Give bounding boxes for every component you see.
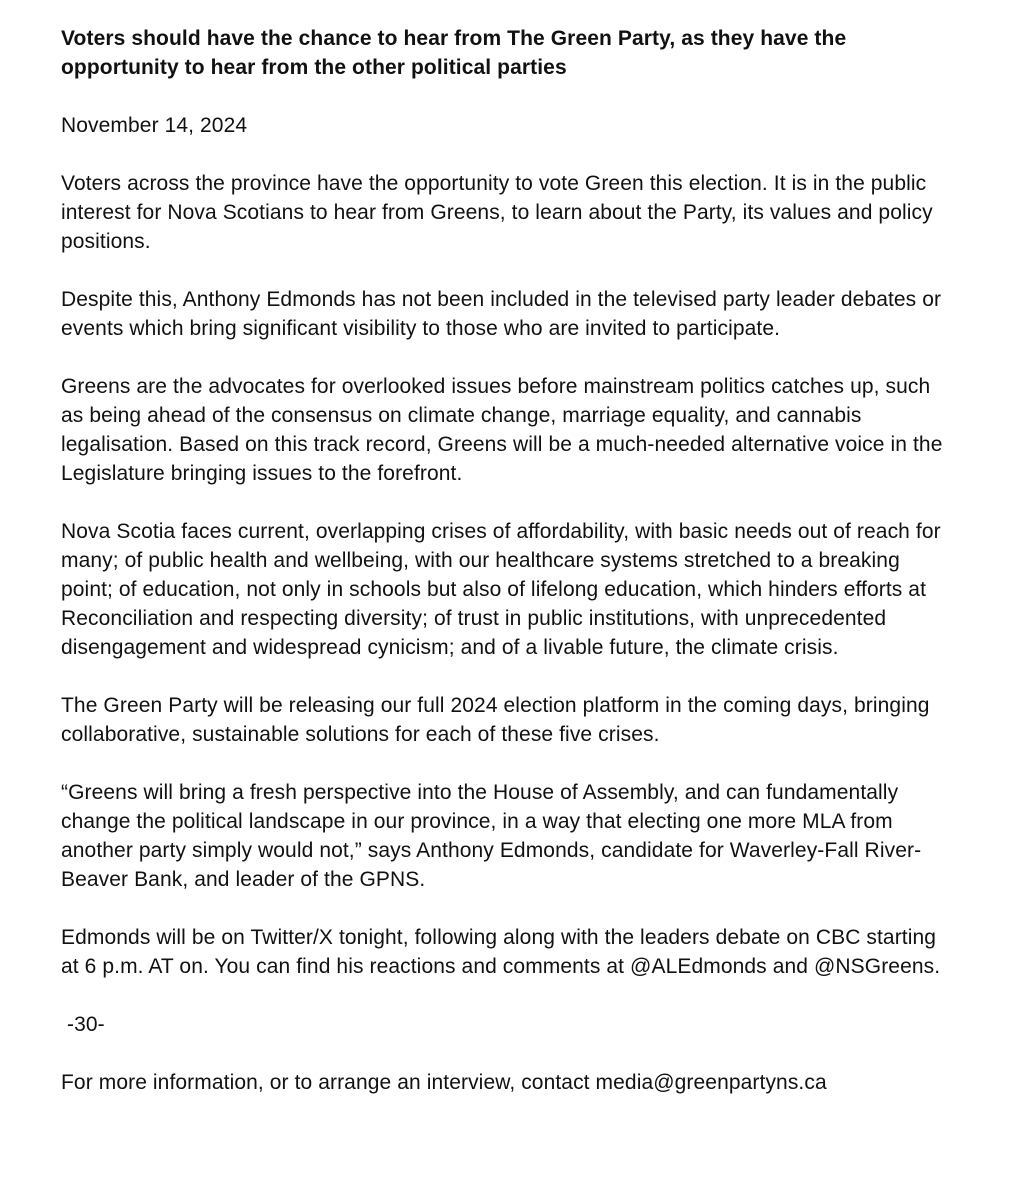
paragraph-debate-exclusion: Despite this, Anthony Edmonds has not been included in the televised party leader debates or events which bring significant visibility to those who are invited to participate. xyxy=(61,288,942,340)
contact-line: For more information, or to arrange an interview, contact media@greenpartyns.ca xyxy=(61,1071,827,1094)
press-release-document xyxy=(61,24,951,1097)
paragraph-voters-opportunity: Voters across the province have the opportunity to vote Green this election. It is in the public interest for Nova Scotians to hear from Greens, to learn about the Party, its values and policy positions. xyxy=(61,172,933,253)
end-marker: -30- xyxy=(67,1013,105,1036)
paragraph-nova-scotia-crises: Nova Scotia faces current, overlapping crises of affordability, with basic needs out of reach for many; of public health and wellbeing, with our healthcare systems stretched to a breaking point; of education, not only in schools but also of lifelong education, which hinders efforts at Reconciliation and respecting diversity; of trust in public institutions, with unprecedented disengagement and widespread cynicism; and of a livable future, the climate crisis. xyxy=(61,520,941,659)
paragraph-election-platform: The Green Party will be releasing our full 2024 election platform in the coming days, bringing collaborative, sustainable solutions for each of these five crises. xyxy=(61,694,930,746)
release-date: November 14, 2024 xyxy=(61,114,248,137)
headline: Voters should have the chance to hear from The Green Party, as they have the opportunity to hear from the other political parties xyxy=(61,27,847,79)
paragraph-twitter-debate: Edmonds will be on Twitter/X tonight, following along with the leaders debate on CBC starting at 6 p.m. AT on. You can find his reactions and comments at @ALEdmonds and @NSGreens. xyxy=(61,926,941,978)
paragraph-greens-advocates: Greens are the advocates for overlooked issues before mainstream politics catches up, such as being ahead of the consensus on climate change, marriage equality, and cannabis legalisation. Based on this track record, Greens will be a much-needed alternative voice in the Legislature bringing issues to the forefront. xyxy=(61,375,943,485)
paragraph-edmonds-quote: “Greens will bring a fresh perspective into the House of Assembly, and can fundamentally change the political landscape in our province, in a way that electing one more MLA from another party simply would not,” says Anthony Edmonds, candidate for Waverley-Fall River-Beaver Bank, and leader of the GPNS. xyxy=(61,781,922,891)
